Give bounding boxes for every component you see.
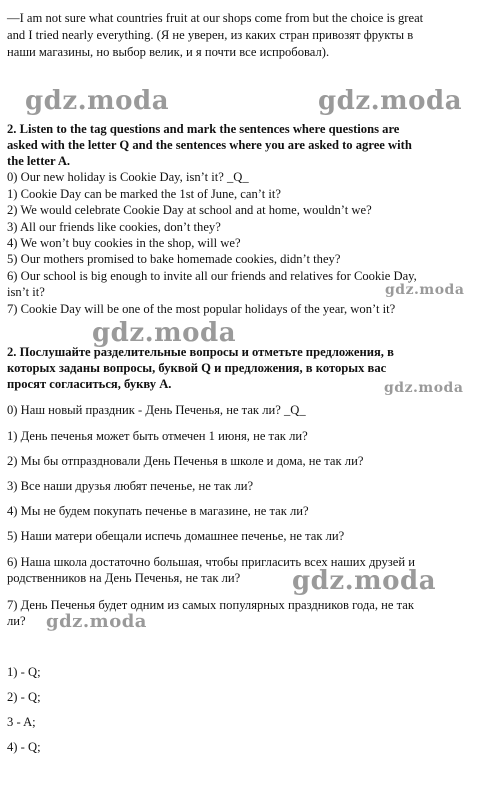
task-ru-item-6: 6) Наша школа достаточно большая, чтобы пригласить всех наших друзей и (7, 555, 415, 569)
answer-4: 4) - Q; (7, 740, 41, 754)
watermark-logo: gdz.moda (292, 566, 437, 596)
task-en-heading-1: 2. Listen to the tag questions and mark the sentences where questions are (7, 122, 400, 136)
intro-line-1: —I am not sure what countries fruit at our shops come from but the choice is great (7, 11, 424, 25)
task-en-item-1: 1) Cookie Day can be marked the 1st of June, can’t it? (7, 187, 281, 201)
task-ru-item-6-cont: родственников на День Печенья, не так ли? (7, 571, 241, 585)
task-en-item-2: 2) We would celebrate Cookie Day at school and at home, wouldn’t we? (7, 203, 372, 217)
intro-line-2: and I tried nearly everything. (Я не уверен, из каких стран привозят фрукты в (7, 28, 414, 42)
watermark-logo: gdz.moda (46, 611, 147, 632)
intro-line-3: наши магазины, но выбор велик, и я почти все испробовал). (7, 45, 330, 59)
task-ru-item-7-cont: ли? (7, 614, 26, 628)
watermark-logo: gdz.moda (384, 380, 464, 396)
task-ru-heading-1: 2. Послушайте разделительные вопросы и отметьте предложения, в (7, 345, 394, 359)
task-en-item-6-cont: isn’t it? (7, 285, 45, 299)
task-ru-item-2: 2) Мы бы отпраздновали День Печенья в школе и дома, не так ли? (7, 454, 364, 468)
task-ru-heading-2: которых заданы вопросы, буквой Q и предложения, в которых вас (7, 361, 387, 375)
task-en-item-0: 0) Our new holiday is Cookie Day, isn’t it? _Q_ (7, 170, 249, 184)
task-ru-item-4: 4) Мы не будем покупать печенье в магазине, не так ли? (7, 504, 309, 518)
watermark-logo: gdz.moda (385, 282, 465, 298)
task-en-item-5: 5) Our mothers promised to bake homemade cookies, didn’t they? (7, 252, 341, 266)
task-ru-item-1: 1) День печенья может быть отмечен 1 июня, не так ли? (7, 429, 308, 443)
task-ru-item-3: 3) Все наши друзья любят печенье, не так ли? (7, 479, 254, 493)
answer-1: 1) - Q; (7, 665, 41, 679)
task-en-heading-2: asked with the letter Q and the sentences where you are asked to agree with (7, 138, 412, 152)
task-en-item-4: 4) We won’t buy cookies in the shop, will we? (7, 236, 241, 250)
task-ru-item-5: 5) Наши матери обещали испечь домашнее печенье, не так ли? (7, 529, 345, 543)
task-ru-item-7: 7) День Печенья будет одним из самых популярных праздников года, не так (7, 598, 415, 612)
watermark-logo: gdz.moda (25, 86, 170, 116)
answer-3: 3 - A; (7, 715, 36, 729)
watermark-logo: gdz.moda (318, 86, 463, 116)
task-ru-heading-3: просят согласиться, букву А. (7, 377, 172, 391)
watermark-logo: gdz.moda (92, 318, 237, 348)
task-en-item-3: 3) All our friends like cookies, don’t they? (7, 220, 221, 234)
answer-2: 2) - Q; (7, 690, 41, 704)
task-ru-item-0: 0) Наш новый праздник - День Печенья, не так ли? _Q_ (7, 403, 306, 417)
task-en-item-7: 7) Cookie Day will be one of the most popular holidays of the year, won’t it? (7, 302, 396, 316)
task-en-heading-3: the letter A. (7, 154, 71, 168)
task-en-item-6: 6) Our school is big enough to invite all our friends and relatives for Cookie Day, (7, 269, 417, 283)
